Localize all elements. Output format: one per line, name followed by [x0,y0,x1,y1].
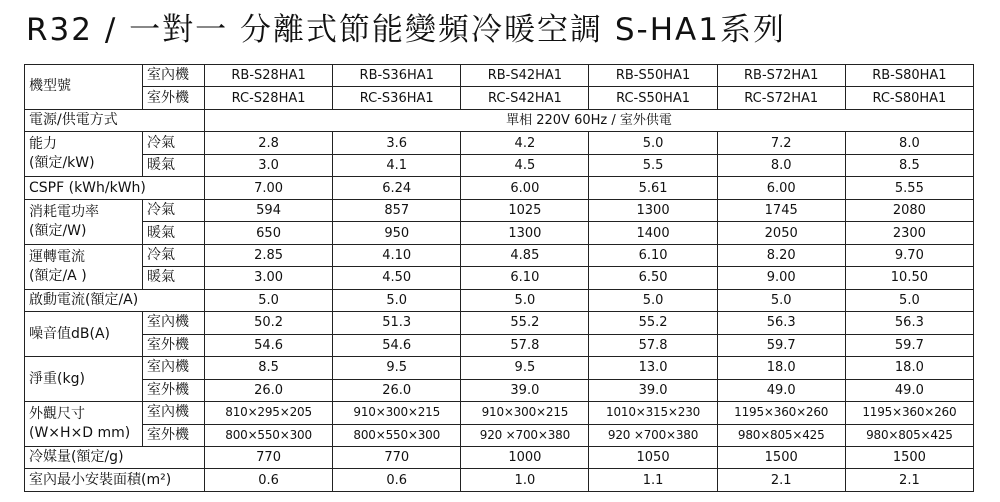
weight-indoor-row [25,357,974,379]
power-cooling-row [25,199,974,221]
spec-value: 26.0 [333,379,461,401]
spec-value: RB-S36HA1 [333,65,461,87]
spec-value: 810×295×205 [205,402,333,424]
noise-outdoor-row [25,334,974,356]
spec-value: 800×550×300 [333,424,461,446]
spec-value: 59.7 [717,334,845,356]
row-label: 淨重(kg) [25,357,143,402]
spec-value: 1025 [461,199,589,221]
spec-value: 54.6 [205,334,333,356]
spec-value: 8.5 [845,154,973,176]
current-heating-row [25,267,974,289]
spec-value: 2.8 [205,132,333,154]
spec-value: 6.50 [589,267,717,289]
row-label: 消耗電功率 (額定/W) [25,199,143,244]
row-sublabel: 暖氣 [143,267,205,289]
row-sublabel: 室外機 [143,379,205,401]
spec-value: 18.0 [717,357,845,379]
spec-value: 5.61 [589,177,717,199]
spec-value: 2.1 [717,469,845,492]
spec-value: 單相 220V 60Hz / 室外供電 [205,109,974,131]
spec-value: 56.3 [717,312,845,334]
spec-value: 1050 [589,446,717,468]
spec-value: 6.10 [461,267,589,289]
spec-value: 770 [333,446,461,468]
spec-value: 8.5 [205,357,333,379]
spec-value: 2.85 [205,244,333,266]
power-supply-row [25,109,974,131]
spec-value: 51.3 [333,312,461,334]
spec-value: 49.0 [717,379,845,401]
spec-value: 3.0 [205,154,333,176]
current-cooling-row [25,244,974,266]
spec-value: RB-S28HA1 [205,65,333,87]
cspf-row [25,177,974,199]
row-label: 外觀尺寸 (W×H×D mm) [25,402,143,447]
power-heating-row [25,222,974,244]
indoor-model-row [25,65,974,87]
spec-value: 6.10 [589,244,717,266]
spec-value: 1195×360×260 [717,402,845,424]
capacity-cooling-row [25,132,974,154]
spec-value: 9.70 [845,244,973,266]
spec-value: 39.0 [589,379,717,401]
row-sublabel: 冷氣 [143,244,205,266]
spec-value: 1300 [589,199,717,221]
row-label: 能力 (額定/kW) [25,132,143,177]
page-title: R32 / 一對一 分離式節能變頻冷暖空調 S-HA1系列 [26,12,786,48]
spec-value: 4.2 [461,132,589,154]
spec-value: RB-S42HA1 [461,65,589,87]
capacity-heating-row [25,154,974,176]
row-sublabel: 室內機 [143,65,205,87]
spec-value: 6.24 [333,177,461,199]
spec-value: 1.1 [589,469,717,492]
spec-value: RC-S28HA1 [205,87,333,109]
row-label: 啟動電流(額定/A) [25,289,205,311]
spec-value: 13.0 [589,357,717,379]
spec-value: 2050 [717,222,845,244]
spec-value: 800×550×300 [205,424,333,446]
row-label: 機型號 [25,65,143,110]
spec-value: 49.0 [845,379,973,401]
spec-value: 50.2 [205,312,333,334]
spec-value: 0.6 [333,469,461,492]
row-sublabel: 室外機 [143,424,205,446]
spec-value: 39.0 [461,379,589,401]
spec-value: 1010×315×230 [589,402,717,424]
spec-value: 910×300×215 [461,402,589,424]
row-sublabel: 室內機 [143,357,205,379]
spec-value: 9.5 [461,357,589,379]
spec-value: 1500 [845,446,973,468]
spec-value: 57.8 [589,334,717,356]
spec-value: 55.2 [461,312,589,334]
outdoor-model-row [25,87,974,109]
row-sublabel: 室外機 [143,87,205,109]
spec-value: 2300 [845,222,973,244]
dim-outdoor-row [25,424,974,446]
spec-value: 10.50 [845,267,973,289]
spec-value: 1195×360×260 [845,402,973,424]
spec-value: 6.00 [461,177,589,199]
spec-value: RC-S50HA1 [589,87,717,109]
row-sublabel: 冷氣 [143,132,205,154]
spec-value: 54.6 [333,334,461,356]
weight-outdoor-row [25,379,974,401]
spec-value: 6.00 [717,177,845,199]
spec-value: 594 [205,199,333,221]
spec-value: 5.0 [205,289,333,311]
spec-value: 950 [333,222,461,244]
spec-value: 9.5 [333,357,461,379]
spec-value: 5.5 [589,154,717,176]
spec-value: 980×805×425 [845,424,973,446]
spec-value: 5.0 [589,289,717,311]
spec-value: RC-S42HA1 [461,87,589,109]
min-area-row [25,469,974,492]
spec-value: 4.1 [333,154,461,176]
spec-value: 8.0 [845,132,973,154]
row-sublabel: 室外機 [143,334,205,356]
spec-value: RB-S72HA1 [717,65,845,87]
spec-value: 55.2 [589,312,717,334]
spec-value: 650 [205,222,333,244]
spec-value: 5.0 [845,289,973,311]
spec-value: 770 [205,446,333,468]
spec-value: 0.6 [205,469,333,492]
row-label: 冷媒量(額定/g) [25,446,205,468]
spec-value: 4.5 [461,154,589,176]
spec-value: 1000 [461,446,589,468]
spec-value: RC-S36HA1 [333,87,461,109]
spec-table [24,64,974,492]
noise-indoor-row [25,312,974,334]
spec-value: RB-S80HA1 [845,65,973,87]
row-sublabel: 室內機 [143,402,205,424]
spec-value: 4.10 [333,244,461,266]
spec-value: 18.0 [845,357,973,379]
spec-value: 5.0 [717,289,845,311]
spec-value: 5.0 [461,289,589,311]
spec-value: 1.0 [461,469,589,492]
row-label: 運轉電流 (額定/A ) [25,244,143,289]
spec-value: 3.6 [333,132,461,154]
spec-value: RC-S72HA1 [717,87,845,109]
spec-value: 920 ×700×380 [461,424,589,446]
spec-value: 7.00 [205,177,333,199]
spec-value: 910×300×215 [333,402,461,424]
spec-value: 2.1 [845,469,973,492]
spec-value: 980×805×425 [717,424,845,446]
spec-value: 1745 [717,199,845,221]
spec-value: RC-S80HA1 [845,87,973,109]
spec-value: 8.0 [717,154,845,176]
row-sublabel: 冷氣 [143,199,205,221]
spec-value: 26.0 [205,379,333,401]
spec-value: RB-S50HA1 [589,65,717,87]
row-sublabel: 暖氣 [143,222,205,244]
dim-indoor-row [25,402,974,424]
spec-value: 8.20 [717,244,845,266]
spec-value: 1400 [589,222,717,244]
row-label: 電源/供電方式 [25,109,205,131]
spec-value: 1300 [461,222,589,244]
spec-value: 5.0 [589,132,717,154]
spec-value: 2080 [845,199,973,221]
spec-value: 857 [333,199,461,221]
spec-value: 56.3 [845,312,973,334]
spec-value: 5.0 [333,289,461,311]
spec-value: 920 ×700×380 [589,424,717,446]
spec-value: 4.85 [461,244,589,266]
spec-value: 59.7 [845,334,973,356]
row-label: CSPF (kWh/kWh) [25,177,205,199]
spec-value: 5.55 [845,177,973,199]
spec-value: 4.50 [333,267,461,289]
row-label: 噪音值dB(A) [25,312,143,357]
row-sublabel: 暖氣 [143,154,205,176]
row-label: 室內最小安裝面積(m²) [25,469,205,492]
refrigerant-row [25,446,974,468]
spec-value: 9.00 [717,267,845,289]
spec-value: 7.2 [717,132,845,154]
spec-value: 1500 [717,446,845,468]
row-sublabel: 室內機 [143,312,205,334]
spec-value: 3.00 [205,267,333,289]
starting-current-row [25,289,974,311]
spec-value: 57.8 [461,334,589,356]
